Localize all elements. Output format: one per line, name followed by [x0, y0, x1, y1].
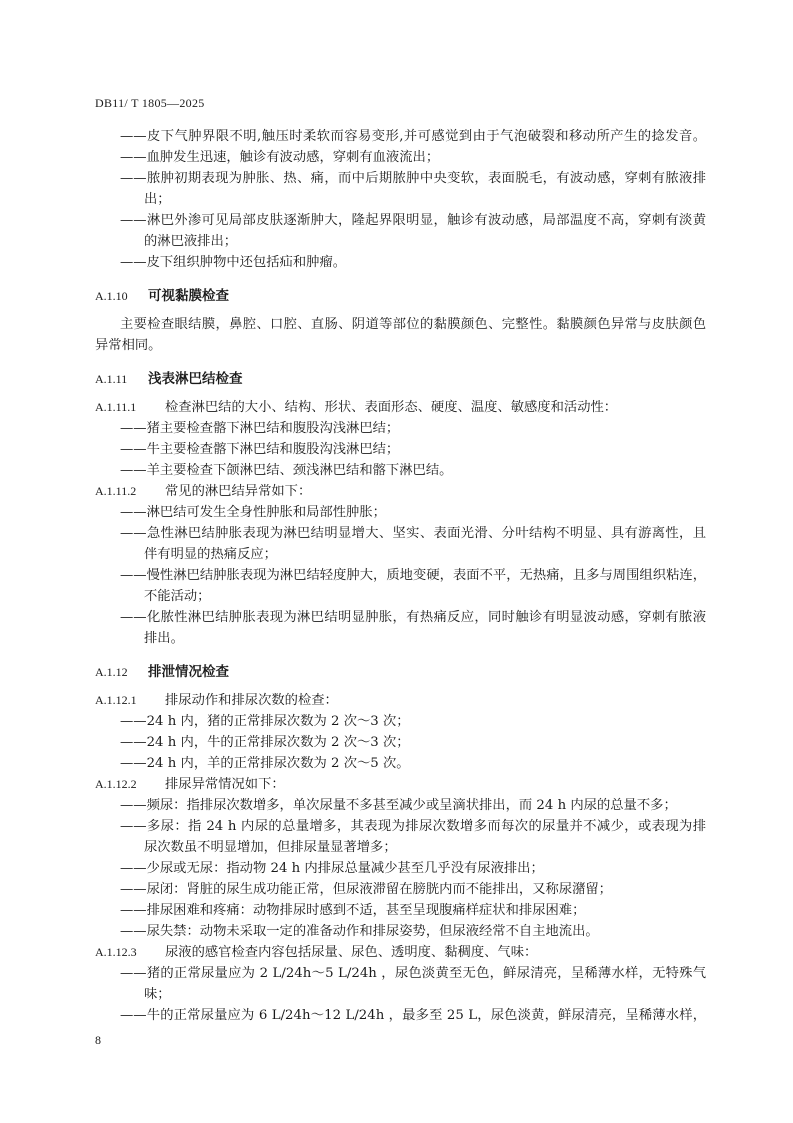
list-item-continuation: 尿次数虽不明显增加，但排尿量显著增多； — [144, 839, 397, 855]
page-number: 8 — [95, 1033, 101, 1047]
list-item-line: ——淋巴结可发生全身性肿胀和局部性肿胀； — [120, 504, 386, 520]
list-item-line: ——多尿：指 24 h 内尿的总量增多，其表现为排尿次数增多而每次的尿量并不减少，或表现为排 — [120, 818, 706, 834]
section-number: A.1.10 — [95, 288, 128, 303]
section-number: A.1.12 — [95, 664, 128, 679]
list-item-line: ——24 h 内，牛的正常排尿次数为 2 次～3 次； — [120, 734, 410, 750]
list-item-line: ——尿失禁：动物未采取一定的准备动作和排尿姿势，但尿液经常不自主地流出。 — [120, 923, 599, 939]
list-item-line: ——淋巴外渗可见局部皮肤逐渐肿大，隆起界限明显，触诊有波动感，局部温度不高，穿刺有淡黄 — [120, 212, 706, 228]
list-item-continuation: 的淋巴液排出； — [144, 233, 238, 249]
clause-number: A.1.11.1 — [95, 399, 137, 414]
list-item-line: ——化脓性淋巴结肿胀表现为淋巴结明显肿胀，有热痛反应，同时触诊有明显波动感，穿刺有脓液 — [120, 609, 706, 625]
paragraph-line: 主要检查眼结膜，鼻腔、口腔、直肠、阴道等部位的黏膜颜色、完整性。黏膜颜色异常与皮肤颜色 — [120, 316, 706, 332]
document-code-header: DB11/ T 1805—2025 — [95, 96, 205, 110]
list-item-line: ——急性淋巴结肿胀表现为淋巴结明显增大、坚实、表面光滑、分叶结构不明显、具有游离性，且 — [120, 525, 706, 541]
clause-a1-12-1 — [95, 690, 706, 711]
section-heading-a1-12 — [95, 660, 706, 681]
list-item-line: ——猪主要检查髂下淋巴结和腹股沟浅淋巴结； — [120, 420, 400, 436]
list-item-line: ——脓肿初期表现为肿胀、热、痛，而中后期脓肿中央变软，表面脱毛，有波动感，穿刺有脓液排 — [120, 170, 706, 186]
list-item-line: ——皮下组织肿物中还包括疝和肿瘤。 — [120, 254, 347, 270]
section-title: 浅表淋巴结检查 — [148, 370, 243, 387]
section-title: 可视黏膜检查 — [148, 287, 229, 304]
paragraph-line: 异常相同。 — [95, 337, 162, 353]
list-item-continuation: 味； — [144, 986, 171, 1002]
clause-text: 检查淋巴结的大小、结构、形状、表面形态、硬度、温度、敏感度和活动性： — [165, 399, 618, 415]
list-item-line: ——24 h 内，猪的正常排尿次数为 2 次～3 次； — [120, 713, 410, 729]
list-item-line: ——频尿：指排尿次数增多，单次尿量不多甚至减少或呈滴状排出，而 24 h 内尿的总量不多； — [120, 797, 677, 813]
clause-a1-11-1 — [95, 397, 706, 418]
list-item-line: ——血肿发生迅速，触诊有波动感，穿刺有血液流出； — [120, 149, 440, 165]
clause-text: 排尿动作和排尿次数的检查： — [165, 692, 338, 708]
clause-a1-12-2 — [95, 774, 706, 795]
clause-number: A.1.12.3 — [95, 944, 137, 959]
list-item-line: ——猪的正常尿量应为 2 L/24h～5 L/24h ，尿色淡黄至无色，鲜尿清亮，呈稀薄水样，无特殊气 — [120, 965, 706, 981]
list-item-line: ——排尿困难和疼痛：动物排尿时感到不适，甚至呈现腹痛样症状和排尿困难； — [120, 902, 586, 918]
section-heading-a1-11 — [95, 367, 706, 388]
list-item-line: ——24 h 内，羊的正常排尿次数为 2 次～5 次。 — [120, 755, 410, 771]
list-item-line: ——羊主要检查下颌淋巴结、颈浅淋巴结和髂下淋巴结。 — [120, 462, 453, 478]
clause-text: 尿液的感官检查内容包括尿量、尿色、透明度、黏稠度、气味： — [165, 944, 538, 960]
clause-number: A.1.12.2 — [95, 776, 137, 791]
list-item-line: ——牛的正常尿量应为 6 L/24h～12 L/24h ，最多至 25 L，尿色淡黄，鲜尿清亮，呈稀薄水样， — [120, 1007, 706, 1023]
clause-number: A.1.11.2 — [95, 483, 137, 498]
clause-text: 常见的淋巴结异常如下： — [165, 483, 312, 499]
clause-number: A.1.12.1 — [95, 692, 137, 707]
list-item-continuation: 不能活动； — [144, 588, 211, 604]
clause-text: 排尿异常情况如下： — [165, 776, 285, 792]
list-item-continuation: 伴有明显的热痛反应； — [144, 546, 277, 562]
list-item-continuation: 排出。 — [144, 630, 184, 646]
clause-a1-12-3 — [95, 942, 706, 963]
list-item-line: ——牛主要检查髂下淋巴结和腹股沟浅淋巴结； — [120, 441, 400, 457]
list-item-line: ——尿闭：肾脏的尿生成功能正常，但尿液滞留在膀胱内而不能排出，又称尿潴留； — [120, 881, 612, 897]
section-number: A.1.11 — [95, 371, 128, 386]
list-item-line: ——皮下气肿界限不明,触压时柔软而容易变形,并可感觉到由于气泡破裂和移动所产生的捻发音。 — [120, 128, 706, 144]
list-item-line: ——慢性淋巴结肿胀表现为淋巴结轻度肿大，质地变硬，表面不平，无热痛，且多与周围组织粘连， — [120, 567, 706, 583]
list-item-continuation: 出； — [144, 191, 171, 207]
clause-a1-11-2 — [95, 481, 706, 502]
page-content — [95, 126, 706, 1026]
section-title: 排泄情况检查 — [148, 663, 229, 680]
list-item-line: ——少尿或无尿：指动物 24 h 内排尿总量减少甚至几乎没有尿液排出； — [120, 860, 544, 876]
section-heading-a1-10 — [95, 284, 706, 305]
